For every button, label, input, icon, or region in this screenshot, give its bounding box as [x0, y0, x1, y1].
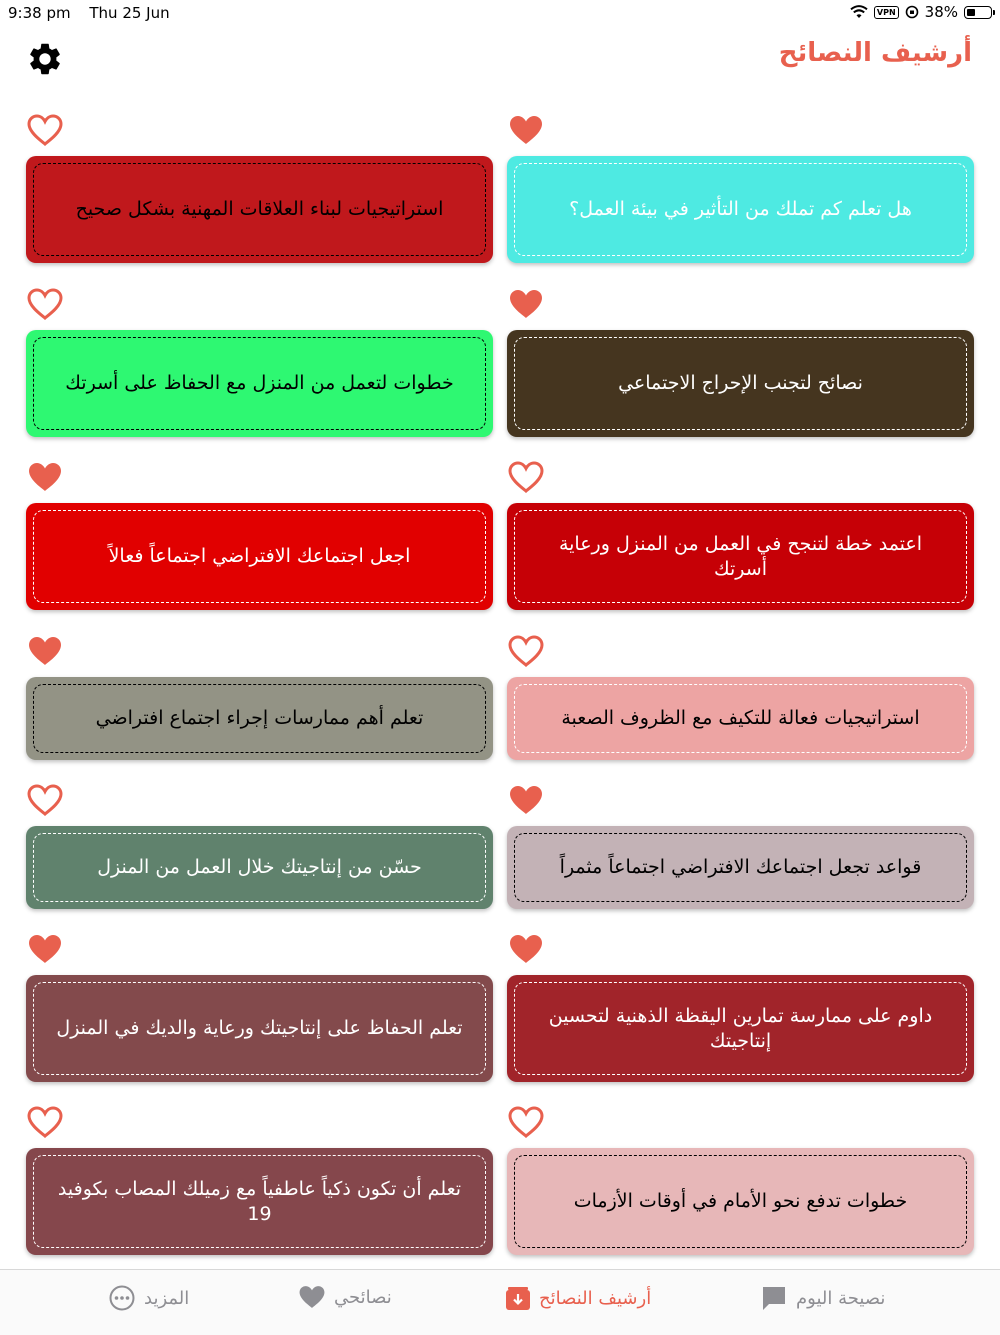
- page-title: أرشيف النصائح: [778, 38, 972, 68]
- battery-icon: [964, 6, 992, 19]
- status-time: 9:38 pm: [8, 4, 71, 22]
- heart-filled-icon: [508, 933, 544, 965]
- favorite-button[interactable]: [27, 114, 63, 146]
- favorite-button[interactable]: [27, 635, 63, 667]
- heart-filled-icon: [508, 784, 544, 816]
- tip-card[interactable]: [507, 826, 974, 909]
- tip-card[interactable]: [26, 1148, 493, 1255]
- tip-text: هل تعلم كم تملك من التأثير في بيئة العمل؟: [514, 163, 967, 256]
- settings-button[interactable]: [26, 40, 64, 78]
- tip-card[interactable]: [507, 503, 974, 610]
- tip-card[interactable]: [507, 330, 974, 437]
- favorite-button[interactable]: [27, 288, 63, 320]
- tip-card[interactable]: [507, 1148, 974, 1255]
- tip-text: اجعل اجتماعك الافتراضي اجتماعاً فعالاً: [33, 510, 486, 603]
- tab-tips-archive[interactable]: [505, 1284, 651, 1312]
- heart-outline-icon: [27, 784, 63, 816]
- tab-bar: [0, 1269, 1000, 1335]
- tip-card[interactable]: [26, 156, 493, 263]
- tip-card[interactable]: [507, 975, 974, 1082]
- heart-icon: [298, 1284, 326, 1310]
- heart-outline-icon: [27, 1106, 63, 1138]
- tip-text: داوم على ممارسة تمارين اليقظة الذهنية لتحسين إنتاجيتك: [514, 982, 967, 1075]
- tab-tip-of-the-day[interactable]: [760, 1284, 885, 1312]
- heart-outline-icon: [27, 288, 63, 320]
- status-date: Thu 25 Jun: [89, 4, 170, 22]
- tip-text: نصائح لتجنب الإحراج الاجتماعي: [514, 337, 967, 430]
- heart-filled-icon: [508, 114, 544, 146]
- status-bar: [0, 0, 1000, 26]
- tab-label: نصائحي: [334, 1286, 392, 1308]
- favorite-button[interactable]: [508, 114, 544, 146]
- orientation-lock-icon: [905, 5, 919, 19]
- tip-text: تعلم أهم ممارسات إجراء اجتماع افتراضي: [33, 684, 486, 753]
- gear-icon: [26, 40, 64, 78]
- favorite-button[interactable]: [27, 784, 63, 816]
- battery-percent: 38%: [924, 3, 958, 21]
- tip-card[interactable]: [26, 826, 493, 909]
- heart-filled-icon: [27, 461, 63, 493]
- tip-text: تعلم الحفاظ على إنتاجيتك ورعاية والديك في المنزل: [33, 982, 486, 1075]
- heart-filled-icon: [27, 635, 63, 667]
- tip-card[interactable]: [26, 677, 493, 760]
- wifi-icon: [850, 5, 868, 19]
- ellipsis-circle-icon: [108, 1284, 136, 1312]
- favorite-button[interactable]: [508, 933, 544, 965]
- favorite-button[interactable]: [508, 288, 544, 320]
- tab-my-tips[interactable]: [298, 1284, 392, 1310]
- tip-card[interactable]: [26, 503, 493, 610]
- tip-text: خطوات لتعمل من المنزل مع الحفاظ على أسرتك: [33, 337, 486, 430]
- tip-card[interactable]: [507, 156, 974, 263]
- vpn-badge: VPN: [874, 6, 899, 19]
- favorite-button[interactable]: [508, 635, 544, 667]
- archive-box-icon: [505, 1284, 531, 1312]
- tab-label: أرشيف النصائح: [539, 1287, 652, 1309]
- favorite-button[interactable]: [27, 1106, 63, 1138]
- favorite-button[interactable]: [508, 784, 544, 816]
- tip-text: اعتمد خطة لتنجح في العمل من المنزل ورعاية أسرتك: [514, 510, 967, 603]
- tip-text: حسّن من إنتاجيتك خلال العمل من المنزل: [33, 833, 486, 902]
- tip-text: استراتيجيات لبناء العلاقات المهنية بشكل صحيح: [33, 163, 486, 256]
- tip-text: تعلم أن تكون ذكياً عاطفياً مع زميلك المصاب بكوفيد 19: [33, 1155, 486, 1248]
- tip-text: خطوات تدفع نحو الأمام في أوقات الأزمات: [514, 1155, 967, 1248]
- heart-filled-icon: [508, 288, 544, 320]
- heart-outline-icon: [508, 461, 544, 493]
- tab-label: نصيحة اليوم: [796, 1287, 886, 1309]
- heart-outline-icon: [508, 1106, 544, 1138]
- tab-label: المزيد: [144, 1287, 190, 1309]
- favorite-button[interactable]: [27, 933, 63, 965]
- heart-outline-icon: [27, 114, 63, 146]
- tab-more[interactable]: [108, 1284, 189, 1312]
- chat-bubble-icon: [760, 1284, 788, 1312]
- favorite-button[interactable]: [508, 1106, 544, 1138]
- heart-filled-icon: [27, 933, 63, 965]
- tip-card[interactable]: [26, 975, 493, 1082]
- heart-outline-icon: [508, 635, 544, 667]
- favorite-button[interactable]: [508, 461, 544, 493]
- tip-text: استراتيجيات فعالة للتكيف مع الظروف الصعبة: [514, 684, 967, 753]
- tip-card[interactable]: [507, 677, 974, 760]
- tip-card[interactable]: [26, 330, 493, 437]
- tip-text: قواعد تجعل اجتماعك الافتراضي اجتماعاً مثمراً: [514, 833, 967, 902]
- favorite-button[interactable]: [27, 461, 63, 493]
